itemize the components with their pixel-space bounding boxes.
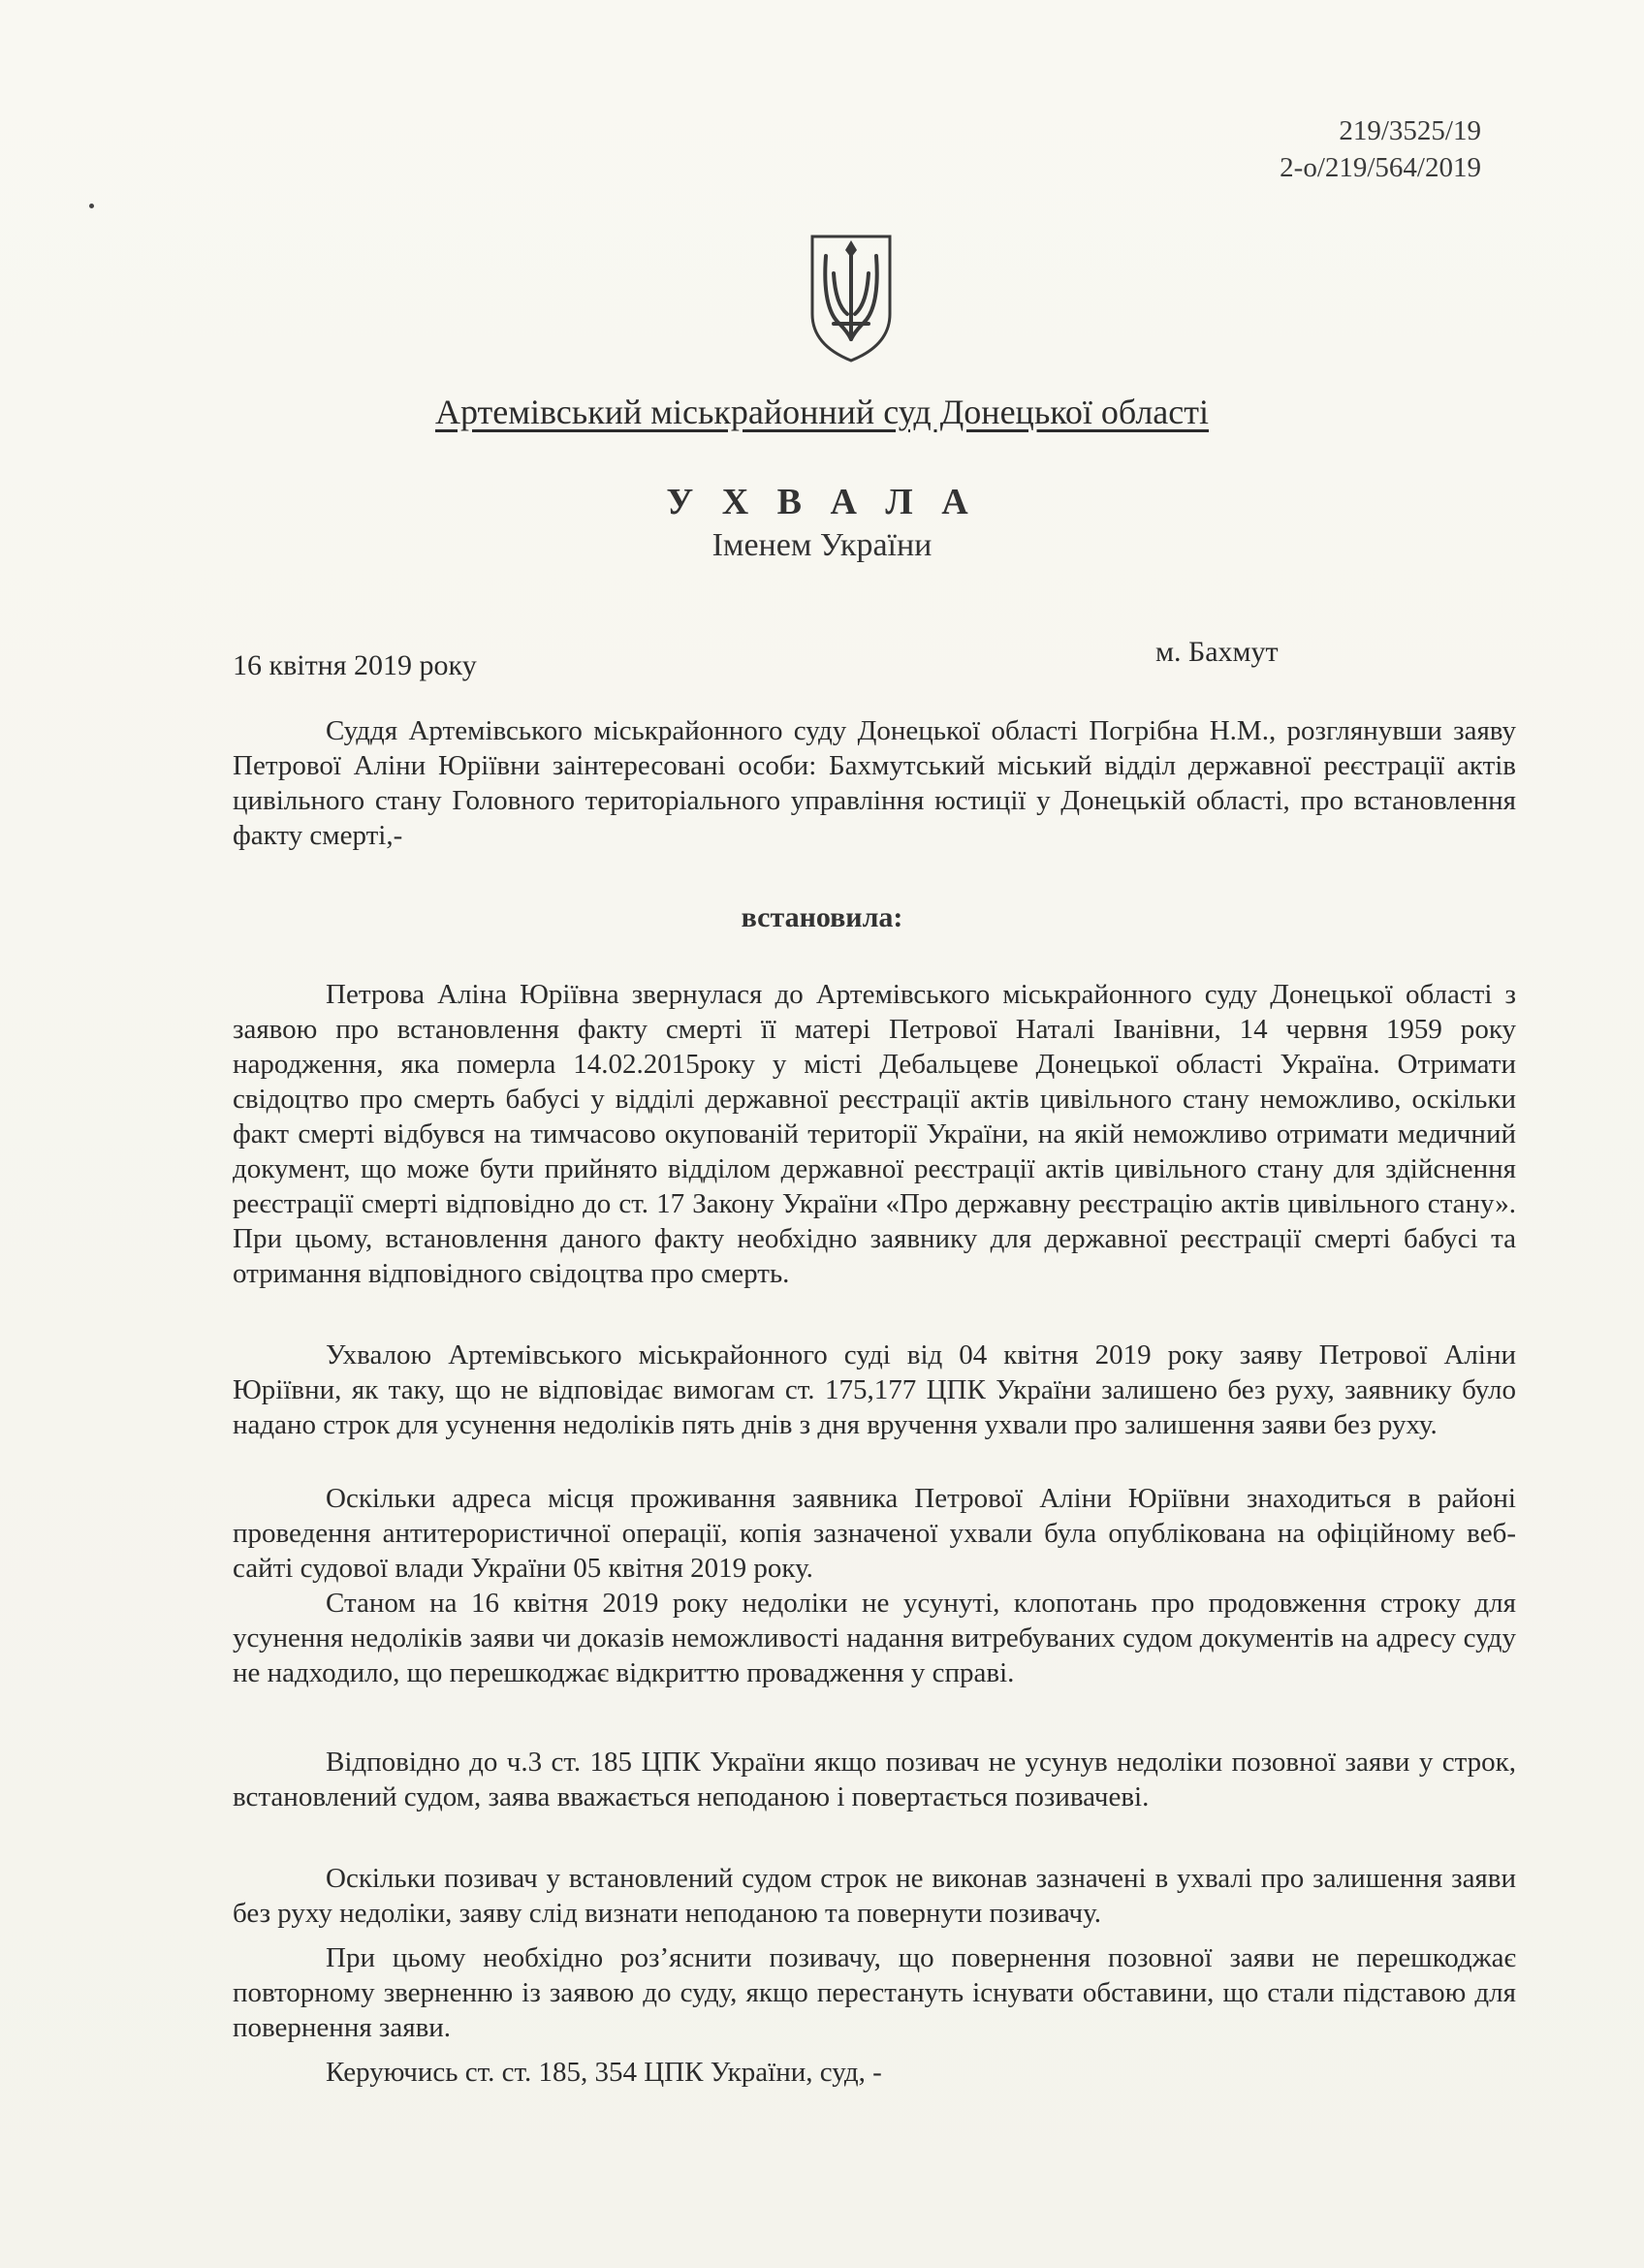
case-number-primary: 219/3525/19 [1339, 115, 1481, 146]
paragraph-5: Відповідно до ч.3 ст. 185 ЦПК України якщо позивач не усунув недоліки позовної заяви у строк, встановлений судом, заява вважається неподаною і повертається позивачеві. [233, 1747, 1516, 1812]
scan-speck [89, 204, 94, 208]
court-name: Артемівський міськрайонний суд Донецької області [435, 393, 1209, 431]
paragraph-1: Петрова Аліна Юріївна звернулася до Артемівського міськрайонного суду Донецької області з заявою про встановлення факту смерті її матері Петрової Наталі Іванівни, 14 червня 1959 року народження, яка померла 14.02.2015року у місті Дебальцеве Донецької області Україна. Отримати свідоцтво про смерть бабусі у відділі державної реєстрації актів цивільного стану неможливо, оскільки факт смерті відбувся на тимчасово окупованій території України, на якій неможливо отримати медичний документ, що може бути прийнято відділом державної реєстрації актів цивільного стану для здійснення реєстрації смерті відповідно до ст. 17 Закону України «Про державну реєстрацію актів цивільного стану». При цьому, встановлення даного факту необхідно заявнику для державної реєстрації смерті бабусі та отримання відповідного свідоцтва про смерть. [233, 979, 1516, 1289]
case-number-secondary: 2-о/219/564/2019 [1280, 152, 1481, 183]
section-heading: встановила: [741, 901, 903, 933]
paragraph-4: Станом на 16 квітня 2019 року недоліки не усунуті, клопотань про продовження строку для усунення недоліків заяви чи доказів неможливості надання витребуваних судом документів на адресу суду не надходило, що перешкоджає відкриттю провадження у справі. [233, 1588, 1516, 1688]
case-numbers [1280, 112, 1481, 186]
paragraph-7: При цьому необхідно роз’яснити позивачу, що повернення позовної заяви не перешкоджає повторному зверненню із заявою до суду, якщо перестануть існувати обставини, що стали підставою для повернення заяви. [233, 1942, 1516, 2043]
paragraph-6: Оскільки позивач у встановлений судом строк не виконав зазначені в ухвалі про залишення заяви без руху недоліки, заяву слід визнати неподаною та повернути позивачу. [233, 1863, 1516, 1929]
paragraph-8: Керуючись ст. ст. 185, 354 ЦПК України, суд, - [326, 2057, 882, 2088]
paragraph-2: Ухвалою Артемівського міськрайонного суді від 04 квітня 2019 року заяву Петрової Аліни Юріївни, як таку, що не відповідає вимогам ст. 175,177 ЦПК України залишено без руху, заявнику було надано строк для усунення недоліків пять днів з дня вручення ухвали про залишення заяви без руху. [233, 1339, 1516, 1440]
document-title: У Х В А Л А [666, 482, 978, 522]
intro-paragraph: Суддя Артемівського міськрайонного суду Донецької області Погрібна Н.М., розглянувши заяву Петрової Аліни Юріївни заінтересовані особи: Бахмутський міський відділ державної реєстрації актів цивільного стану Головного територіального управління юстиції у Донецькій області, про встановлення факту смерті,- [233, 715, 1516, 851]
paragraph-3: Оскільки адреса місця проживання заявника Петрової Аліни Юріївни знаходиться в районі проведення антитерористичної операції, копія зазначеної ухвали була опублікована на офіційному веб-сайті судової влади України 05 квітня 2019 року. [233, 1483, 1516, 1584]
document-city: м. Бахмут [1155, 636, 1279, 668]
coat-of-arms-icon [805, 231, 898, 366]
document-subtitle: Іменем України [711, 527, 933, 563]
document-date: 16 квітня 2019 року [233, 649, 477, 681]
